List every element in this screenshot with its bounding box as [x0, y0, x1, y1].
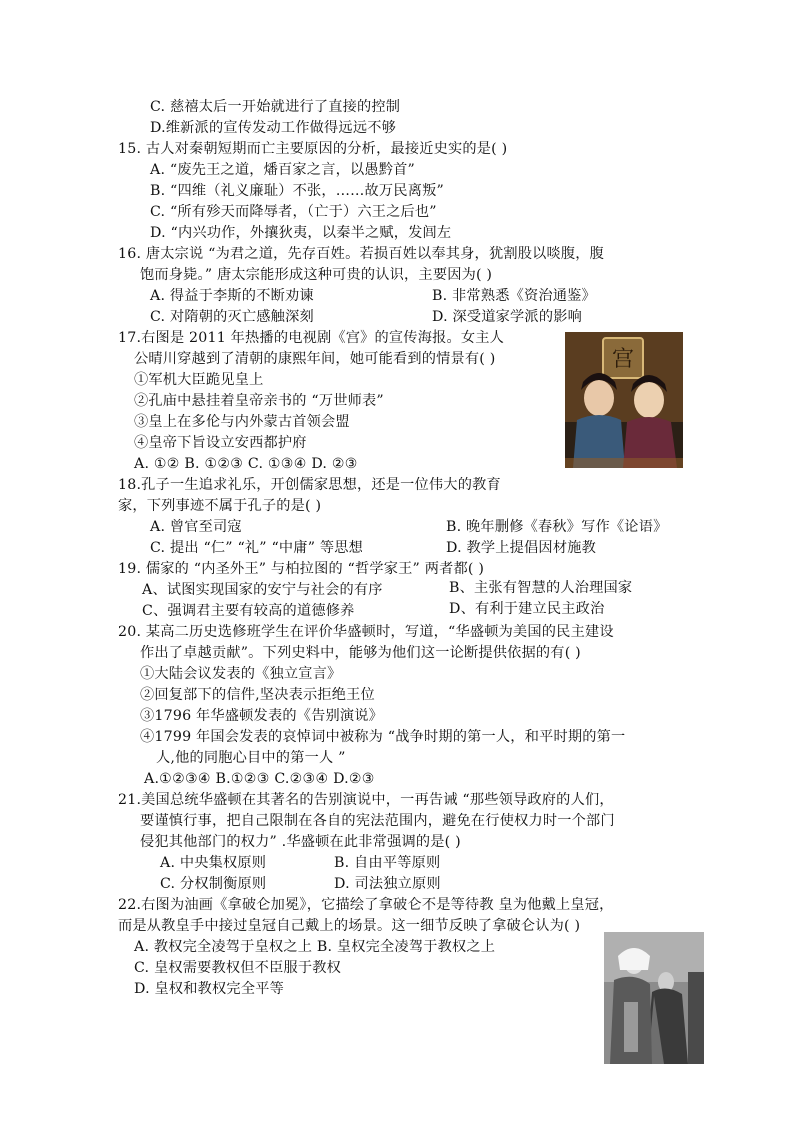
q19-option-b: B、主张有智慧的人治理国家 [449, 580, 633, 596]
coronation-illustration [604, 932, 704, 1064]
q20-item-2: ②回复部下的信件,坚决表示拒绝王位 [140, 687, 375, 703]
q16-stem-line2: 饱而身毙。” 唐太宗能形成这种可贵的认识，主要因为( ) [140, 267, 493, 283]
q21-stem-line3: 侵犯其他部门的权力” .华盛顿在此非常强调的是( ) [140, 834, 461, 850]
q20-stem-line1: 20. 某高二历史选修班学生在评价华盛顿时，写道，“华盛顿为美国的民主建设 [118, 624, 614, 640]
q22-option-d: D. 皇权和教权完全平等 [134, 981, 284, 997]
q21-option-d: D. 司法独立原则 [334, 876, 441, 892]
q15-option-a: A. “废先王之道，燔百家之言，以愚黔首” [150, 162, 415, 178]
q18-stem-line1: 18.孔子一生追求礼乐，开创儒家思想，还是一位伟大的教育 [118, 477, 501, 493]
q18-option-b: B. 晚年删修《春秋》写作《论语》 [446, 519, 668, 535]
q21-stem-line1: 21.美国总统华盛顿在其著名的告别演说中，一再告诫 “那些领导政府的人们， [118, 792, 614, 808]
q20-item-4-line2: 人,他的同胞心目中的第一人 ” [156, 750, 346, 766]
q22-option-c: C. 皇权需要教权但不臣服于教权 [134, 960, 342, 976]
q21-option-a: A. 中央集权原则 [160, 855, 267, 871]
q20-item-3: ③1796 年华盛顿发表的《告别演说》 [140, 708, 384, 724]
q20-options: A.①②③④ B.①②③ C.②③④ D.②③ [144, 771, 375, 787]
q17-stem-line2: 公晴川穿越到了清朝的康熙年间，她可能看到的情景有( ) [134, 351, 496, 367]
q19-option-a: A、试图实现国家的安宁与社会的有序 [142, 582, 383, 598]
poster-illustration [565, 332, 683, 468]
q18-option-c: C. 提出 “仁” “礼” “中庸” 等思想 [150, 540, 364, 556]
q15-stem: 15. 古人对秦朝短期而亡主要原因的分析，最接近史实的是( ) [118, 141, 508, 157]
q14-option-d: D.维新派的宣传发动工作做得远远不够 [150, 120, 396, 136]
q22-stem-line2: 而是从教皇手中接过皇冠自己戴上的场景。这一细节反映了拿破仑认为( ) [118, 918, 581, 934]
q19-option-c: C、强调君主要有较高的道德修养 [142, 603, 355, 619]
napoleon-coronation-painting-image [604, 932, 704, 1064]
q20-item-1: ①大陆会议发表的《独立宣言》 [140, 666, 342, 682]
q15-option-d: D. “内兴功作，外攘狄夷，以秦半之赋，发闾左 [150, 225, 452, 241]
q17-item-3: ③皇上在多伦与内外蒙古首领会盟 [134, 414, 350, 430]
q21-stem-line2: 要谨慎行事，把自己限制在各自的宪法范围内，避免在行使权力时一个部门 [140, 813, 615, 829]
q14-option-c: C. 慈禧太后一开始就进行了直接的控制 [150, 99, 401, 115]
q17-stem-line1: 17.右图是 2011 年热播的电视剧《宫》的宣传海报。女主人 [118, 330, 505, 346]
q18-option-d: D. 教学上提倡因材施教 [446, 540, 596, 556]
q15-option-b: B. “四维（礼义廉耻）不张，……故万民离叛” [150, 183, 444, 199]
q20-item-4-line1: ④1799 年国会发表的哀悼词中被称为 “战争时期的第一人，和平时期的第一 [140, 729, 626, 745]
q22-options-ab: A. 教权完全凌驾于皇权之上 B. 皇权完全凌驾于教权之上 [134, 939, 496, 955]
poster-title-char: 宫 [611, 347, 635, 372]
q17-item-2: ②孔庙中悬挂着皇帝亲书的 “万世师表” [134, 393, 384, 409]
q16-option-c: C. 对隋朝的灭亡感触深刻 [150, 309, 314, 325]
q22-stem-line1: 22.右图为油画《拿破仑加冕》，它描绘了拿破仑不是等待教 皇为他戴上皇冠， [118, 897, 614, 913]
q19-option-d: D、有利于建立民主政治 [449, 601, 605, 617]
q20-stem-line2: 作出了卓越贡献”。下列史料中，能够为他们这一论断提供依据的有( ) [140, 645, 581, 661]
q15-option-c: C. “所有殄天而降辱者，（亡于）六王之后也” [150, 204, 437, 220]
q17-options: A. ①② B. ①②③ C. ①③④ D. ②③ [134, 456, 358, 472]
q16-option-a: A. 得益于李斯的不断劝谏 [150, 288, 314, 304]
q18-stem-line2: 家，下列事迹不属于孔子的是( ) [118, 498, 322, 514]
q18-option-a: A. 曾官至司寇 [150, 519, 242, 535]
q21-option-c: C. 分权制衡原则 [160, 876, 267, 892]
q21-option-b: B. 自由平等原则 [334, 855, 441, 871]
q16-option-d: D. 深受道家学派的影响 [432, 309, 582, 325]
q19-stem: 19. 儒家的 “内圣外王” 与柏拉图的 “哲学家王” 两者都( ) [118, 561, 485, 577]
q16-stem-line1: 16. 唐太宗说 “为君之道，先存百姓。若损百姓以奉其身，犹割股以啖腹，腹 [118, 246, 605, 262]
q17-item-4: ④皇帝下旨设立安西都护府 [134, 435, 307, 451]
q16-option-b: B. 非常熟悉《资治通鉴》 [432, 288, 596, 304]
palace-drama-poster-image [565, 332, 683, 468]
q17-item-1: ①军机大臣跪见皇上 [134, 372, 264, 388]
